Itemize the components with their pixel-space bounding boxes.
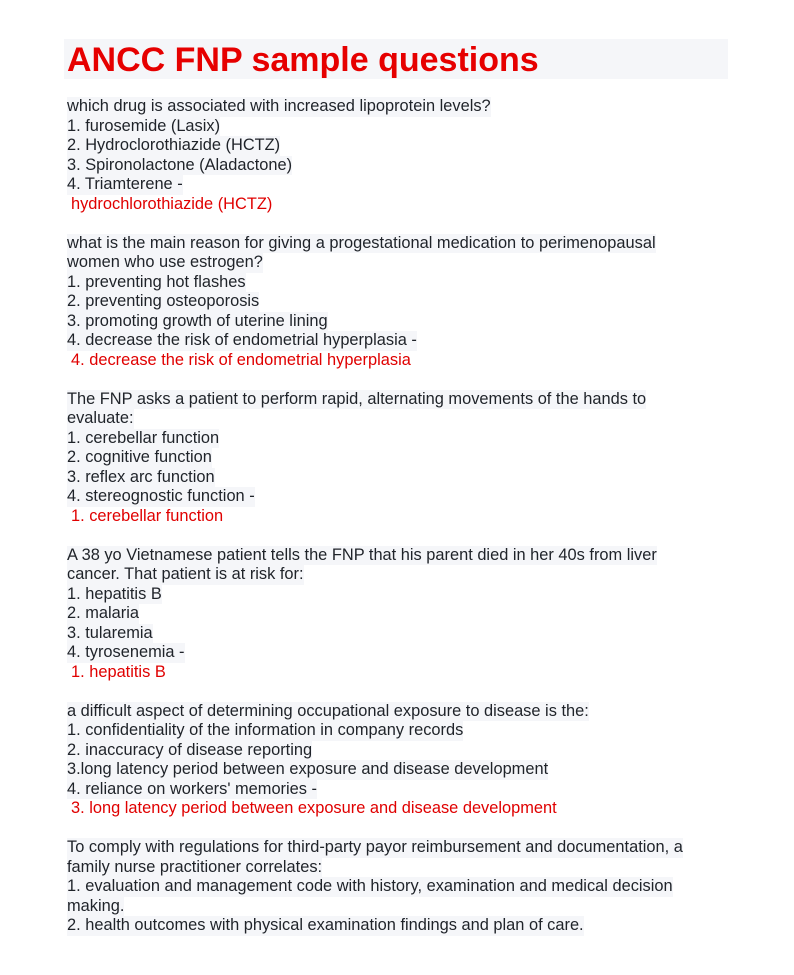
question-line: 1. cerebellar function: [67, 428, 220, 447]
question-line: evaluate:: [67, 409, 134, 427]
question-line: 1. confidentiality of the information in company records: [67, 721, 464, 739]
question-line: 2. Hydroclorothiazide (HCTZ): [67, 136, 281, 154]
question-line: 4. reliance on workers' memories -: [67, 779, 317, 798]
question-text: a difficult aspect of determining occupational exposure to disease is the:: [67, 701, 589, 720]
question-line: 1. evaluation and management code with history, examination and medical decision: [67, 877, 673, 895]
question-line: 2. health outcomes with physical examination findings and plan of care.: [67, 916, 584, 934]
question-line: 4. Triamterene -: [67, 175, 183, 193]
question-line: women who use estrogen?: [67, 253, 263, 271]
page-title: ANCC FNP sample questions: [67, 41, 539, 79]
answer-text: 3. long latency period between exposure and disease development: [71, 799, 557, 817]
question-block: [67, 702, 727, 819]
question-line: 1. furosemide (Lasix): [67, 116, 221, 135]
question-block: [67, 390, 727, 527]
question-line: 3. promoting growth of uterine lining: [67, 311, 328, 330]
question-line: 1. preventing hot flashes: [67, 272, 246, 291]
answer-text: hydrochlorothiazide (HCTZ): [71, 194, 273, 213]
question-line: family nurse practitioner correlates:: [67, 857, 323, 876]
question-line: 3.long latency period between exposure and disease development: [67, 760, 549, 778]
answer-text: 1. cerebellar function: [71, 506, 224, 525]
question-block: [67, 97, 727, 214]
question-text: To comply with regulations for third-party payor reimbursement and documentation, a: [67, 838, 683, 856]
question-line: 3. reflex arc function: [67, 467, 215, 486]
question-line: 3. Spironolactone (Aladactone): [67, 155, 293, 174]
question-list: [67, 97, 727, 955]
question-line: 1. hepatitis B: [67, 584, 162, 603]
question-line: 4. tyrosenemia -: [67, 643, 185, 661]
question-line: making.: [67, 896, 125, 915]
question-line: cancer. That patient is at risk for:: [67, 565, 304, 583]
question-block: [67, 234, 727, 371]
question-line: 2. cognitive function: [67, 448, 212, 466]
question-line: 4. decrease the risk of endometrial hyperplasia -: [67, 331, 417, 349]
question-line: 3. tularemia: [67, 623, 153, 642]
question-block: [67, 546, 727, 683]
question-line: 2. preventing osteoporosis: [67, 292, 260, 310]
question-text: The FNP asks a patient to perform rapid, alternating movements of the hands to: [67, 389, 647, 408]
question-text: which drug is associated with increased lipoprotein levels?: [67, 97, 491, 115]
question-line: 2. malaria: [67, 604, 139, 622]
question-line: 4. stereognostic function -: [67, 487, 255, 505]
answer-text: 1. hepatitis B: [71, 662, 166, 681]
question-text: what is the main reason for giving a progestational medication to perimenopausal: [67, 233, 656, 252]
question-text: A 38 yo Vietnamese patient tells the FNP that his parent died in her 40s from liver: [67, 545, 657, 564]
question-block: [67, 838, 727, 936]
answer-text: 4. decrease the risk of endometrial hyperplasia: [71, 350, 411, 369]
question-line: 2. inaccuracy of disease reporting: [67, 740, 313, 759]
